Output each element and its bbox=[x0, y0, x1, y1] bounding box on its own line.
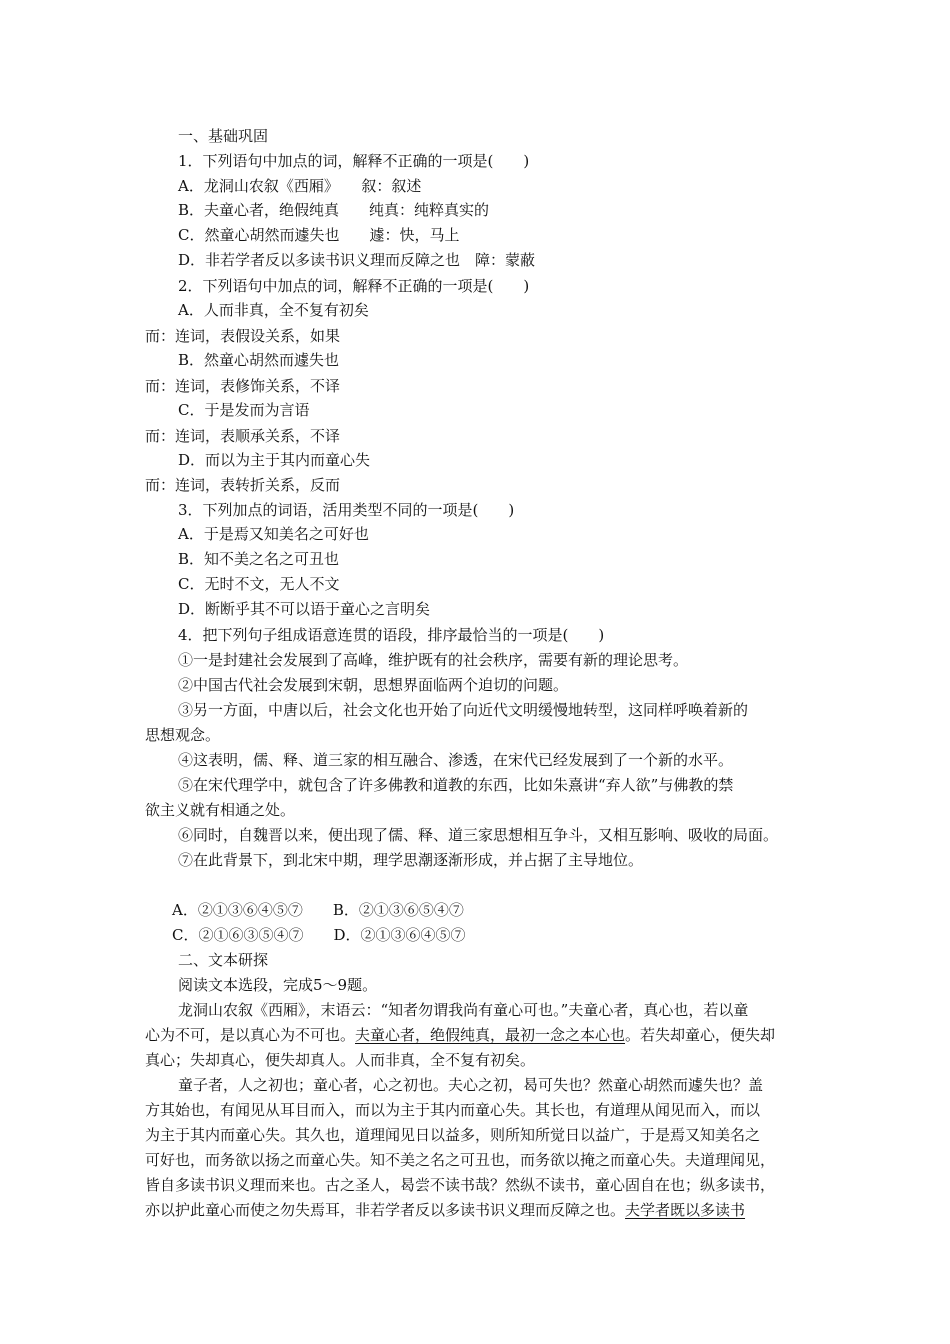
q4-sentence-4: ④这表明，儒、释、道三家的相互融合、渗透，在宋代已经发展到了一个新的水平。 bbox=[178, 751, 734, 769]
q2-option-b-note: 而：连词，表修饰关系，不译 bbox=[145, 377, 341, 395]
underlined-sentence-1: 夫童心者，绝假纯真，最初一念之本心也 bbox=[355, 1026, 626, 1044]
q1-option-d: D．非若学者反以多读书识义理而反障之也 障：蒙蔽 bbox=[178, 251, 536, 269]
q2-option-d-note: 而：连词，表转折关系，反而 bbox=[145, 476, 341, 494]
q2-option-d: D．而以为主于其内而童心失 bbox=[178, 451, 371, 469]
passage-p1-line-2 bbox=[145, 1025, 775, 1045]
q4-sentence-5: ⑤在宋代理学中，就包含了许多佛教和道教的东西，比如朱熹讲“弃人欲”与佛教的禁 bbox=[178, 776, 734, 794]
passage-p2-line-6 bbox=[145, 1200, 745, 1220]
q4-sentence-1: ①一是封建社会发展到了高峰，维护既有的社会秩序，需要有新的理论思考。 bbox=[178, 651, 689, 669]
q2-option-a: A．人而非真，全不复有初矣 bbox=[178, 301, 369, 319]
q3-option-a: A．于是焉又知美名之可好也 bbox=[178, 525, 369, 543]
passage-p2-line-2: 方其始也，有闻见从耳目而入，而以为主于其内而童心失。其长也，有道理从闻见而入，而以 bbox=[145, 1101, 761, 1119]
q1-option-a: A．龙洞山农叙《西厢》 叙：叙述 bbox=[178, 177, 422, 195]
section-heading-basic: 一、基础巩固 bbox=[178, 127, 269, 145]
section-heading-reading: 二、文本研探 bbox=[178, 951, 269, 969]
q4-sentence-7: ⑦在此背景下，到北宋中期，理学思潮逐渐形成，并占据了主导地位。 bbox=[178, 851, 644, 869]
q2-option-c-note: 而：连词，表顺承关系，不译 bbox=[145, 427, 341, 445]
underlined-sentence-2: 夫学者既以多读书 bbox=[625, 1201, 746, 1219]
q4-sentence-5-cont: 欲主义就有相通之处。 bbox=[145, 801, 296, 819]
q1-stem: 1．下列语句中加点的词，解释不正确的一项是( ) bbox=[178, 152, 530, 170]
q3-option-b: B．知不美之名之可丑也 bbox=[178, 550, 340, 568]
q3-option-c: C．无时不文，无人不文 bbox=[178, 575, 340, 593]
q4-stem: 4．把下列句子组成语意连贯的语段，排序最恰当的一项是( ) bbox=[178, 626, 605, 644]
passage-intro: 阅读文本选段，完成5～9题。 bbox=[178, 976, 378, 994]
q4-sentence-2: ②中国古代社会发展到宋朝，思想界面临两个迫切的问题。 bbox=[178, 676, 569, 694]
passage-p2-line-1: 童子者，人之初也；童心者，心之初也。夫心之初，曷可失也？然童心胡然而遽失也？盖 bbox=[178, 1076, 764, 1094]
q1-option-b: B．夫童心者，绝假纯真 纯真：纯粹真实的 bbox=[178, 201, 490, 219]
passage-p2-line-5: 皆自多读书识义理而来也。古之圣人，曷尝不读书哉？然纵不读书，童心固自在也；纵多读书， bbox=[145, 1176, 776, 1194]
q2-option-c: C．于是发而为言语 bbox=[178, 401, 310, 419]
q3-stem: 3．下列加点的词语，活用类型不同的一项是( ) bbox=[178, 501, 515, 519]
q4-options-ab: A．②①③⑥④⑤⑦ B．②①③⑥⑤④⑦ bbox=[172, 901, 464, 919]
q1-option-c: C．然童心胡然而遽失也 遽：快，马上 bbox=[178, 226, 460, 244]
passage-p1-line-1: 龙洞山农叙《西厢》，末语云：“知者勿谓我尚有童心可也。”夫童心者，真心也，若以童 bbox=[178, 1001, 749, 1019]
q2-option-a-note: 而：连词，表假设关系，如果 bbox=[145, 327, 341, 345]
passage-p2-line-4: 可好也，而务欲以扬之而童心失。知不美之名之可丑也，而务欲以掩之而童心失。夫道理闻见， bbox=[145, 1151, 776, 1169]
q4-sentence-6: ⑥同时，自魏晋以来，便出现了儒、释、道三家思想相互争斗，又相互影响、吸收的局面。 bbox=[178, 826, 779, 844]
q4-sentence-3-cont: 思想观念。 bbox=[145, 726, 221, 744]
passage-p2-line-3: 为主于其内而童心失。其久也，道理闻见日以益多，则所知所觉日以益广，于是焉又知美名之 bbox=[145, 1126, 761, 1144]
passage-p1-line-2-post: 。若失却童心，便失却 bbox=[625, 1026, 776, 1044]
q4-sentence-3: ③另一方面，中唐以后，社会文化也开始了向近代文明缓慢地转型，这同样呼唤着新的 bbox=[178, 701, 749, 719]
q2-option-b: B．然童心胡然而遽失也 bbox=[178, 351, 340, 369]
q2-stem: 2．下列语句中加点的词，解释不正确的一项是( ) bbox=[178, 277, 530, 295]
passage-p1-line-3: 真心；失却真心，便失却真人。人而非真，全不复有初矣。 bbox=[145, 1051, 536, 1069]
passage-p2-line-6-pre: 亦以护此童心而使之勿失焉耳，非若学者反以多读书识义理而反障之也。 bbox=[145, 1201, 626, 1219]
q4-options-cd: C．②①⑥③⑤④⑦ D．②①③⑥④⑤⑦ bbox=[172, 926, 466, 944]
passage-p1-line-2-pre: 心为不可，是以真心为不可也。 bbox=[145, 1026, 356, 1044]
q3-option-d: D．断断乎其不可以语于童心之言明矣 bbox=[178, 600, 431, 618]
